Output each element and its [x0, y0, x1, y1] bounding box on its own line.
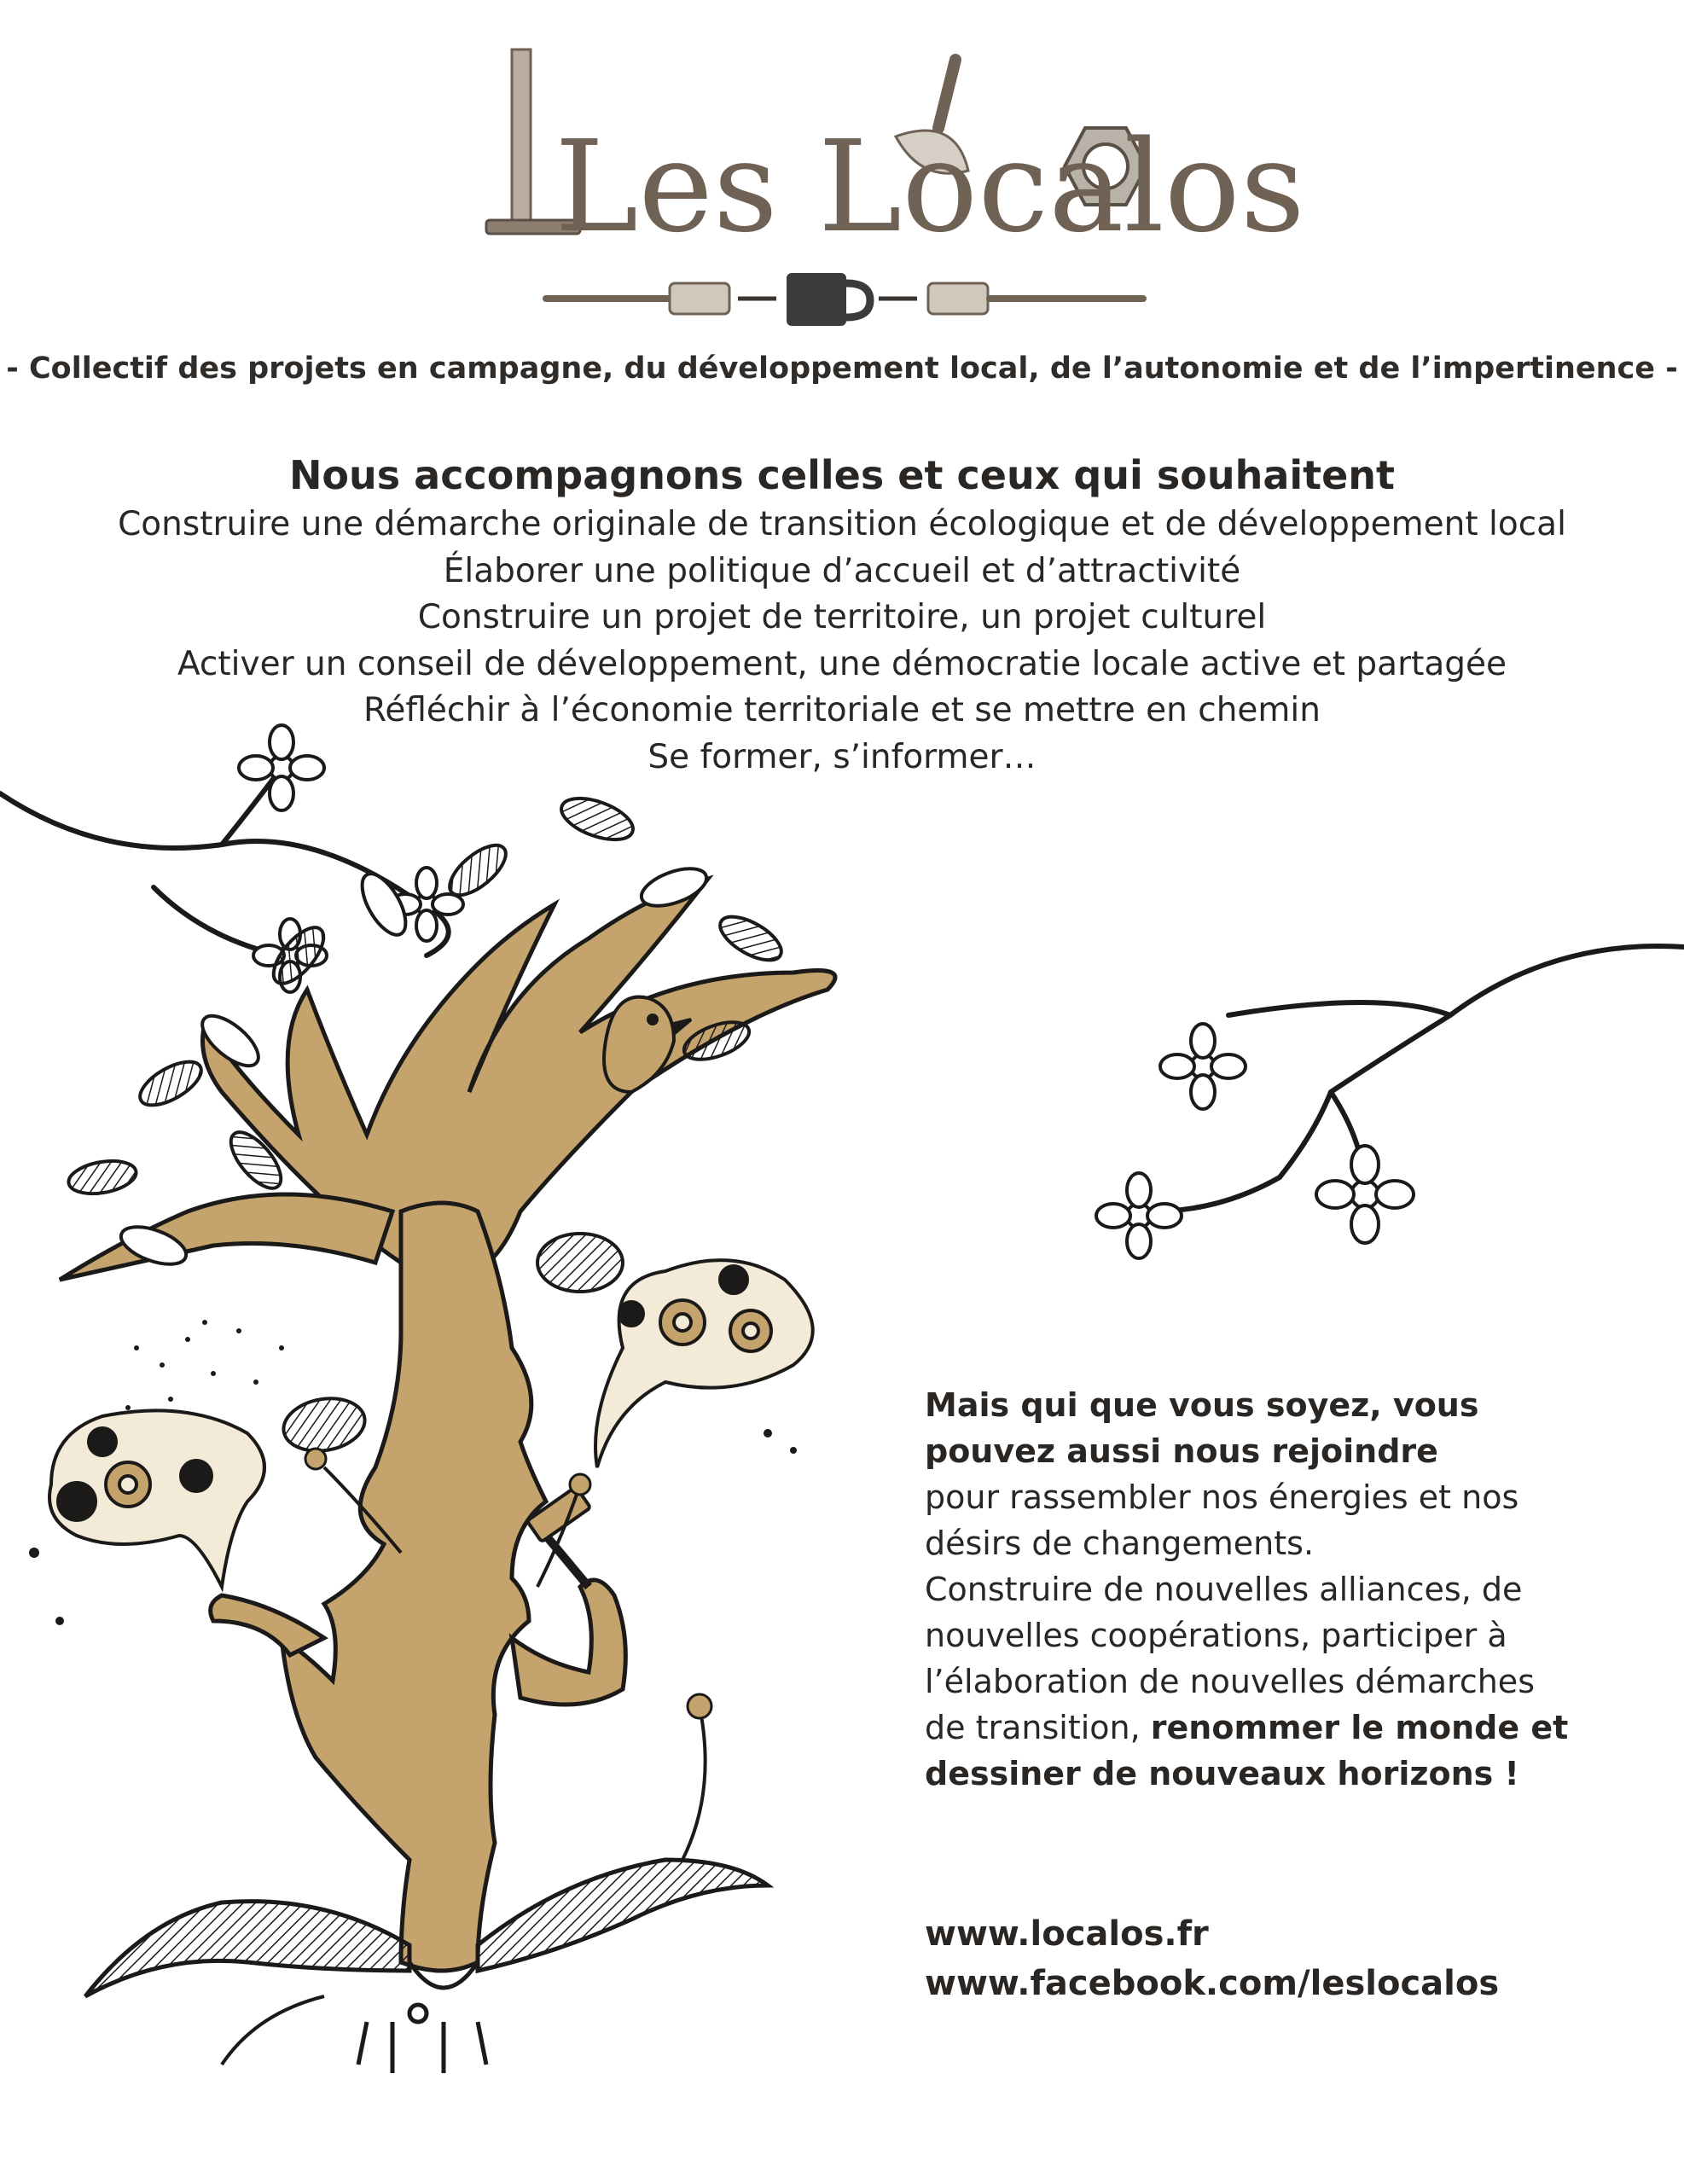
tagline: - Collectif des projets en campagne, du développement local, de l’autonomie et de l’impertinence -: [6, 351, 1678, 386]
intro-line: Réfléchir à l’économie territoriale et se mettre en chemin: [363, 691, 1321, 729]
intro-section: [0, 452, 1684, 781]
join-section: [925, 1382, 1624, 1797]
speech-bubble-gears: [49, 1410, 264, 1587]
tree-trunk: [211, 1203, 626, 1971]
speech-bubble-gears: [595, 1260, 813, 1467]
join-title-line: Mais qui que vous soyez, vous: [925, 1386, 1479, 1424]
intro-line: Construire un projet de territoire, un projet culturel: [417, 598, 1267, 636]
join-body-line: nouvelles coopérations, participer à: [925, 1617, 1507, 1654]
join-emphasis: dessiner de nouveaux horizons !: [925, 1755, 1519, 1792]
join-title-line: pouvez aussi nous rejoindre: [925, 1432, 1438, 1470]
join-body-text: de transition,: [925, 1709, 1151, 1746]
intro-heading: Nous accompagnons celles et ceux qui souhaitent: [288, 452, 1396, 498]
intro-line: Se former, s’informer…: [647, 737, 1037, 776]
mug-icon: [787, 273, 870, 326]
intro-line: Activer un conseil de développement, une démocratie locale active et partagée: [177, 644, 1507, 683]
logo-wordmark: Les Localos: [555, 113, 1305, 260]
flower-icon: [239, 725, 324, 810]
join-body-line: désirs de changements.: [925, 1525, 1315, 1562]
flower-icon: [1096, 1173, 1182, 1258]
wrench-icon: [670, 283, 729, 314]
join-body-line: pour rassembler nos énergies et nos: [925, 1478, 1519, 1516]
wrench-icon: [928, 283, 988, 314]
intro-line: Élaborer une politique d’accueil et d’attractivité: [443, 551, 1241, 590]
join-emphasis: renommer le monde et: [1150, 1709, 1569, 1746]
logo: [478, 34, 1305, 324]
website-link[interactable]: www.localos.fr: [925, 1914, 1209, 1954]
join-body-line: l’élaboration de nouvelles démarches: [925, 1663, 1535, 1700]
intro-line: Construire une démarche originale de transition écologique et de développement local: [118, 505, 1566, 543]
tools-strip: [546, 273, 1143, 326]
join-body-line: [925, 1705, 1624, 1751]
flower-icon: [1316, 1146, 1414, 1243]
join-body-line: Construire de nouvelles alliances, de: [925, 1571, 1523, 1608]
logo-graphic: [478, 34, 1305, 324]
flower-icon: [1160, 1024, 1246, 1109]
links-section: [925, 1909, 1658, 2008]
facebook-link[interactable]: www.facebook.com/leslocalos: [925, 1964, 1500, 2003]
